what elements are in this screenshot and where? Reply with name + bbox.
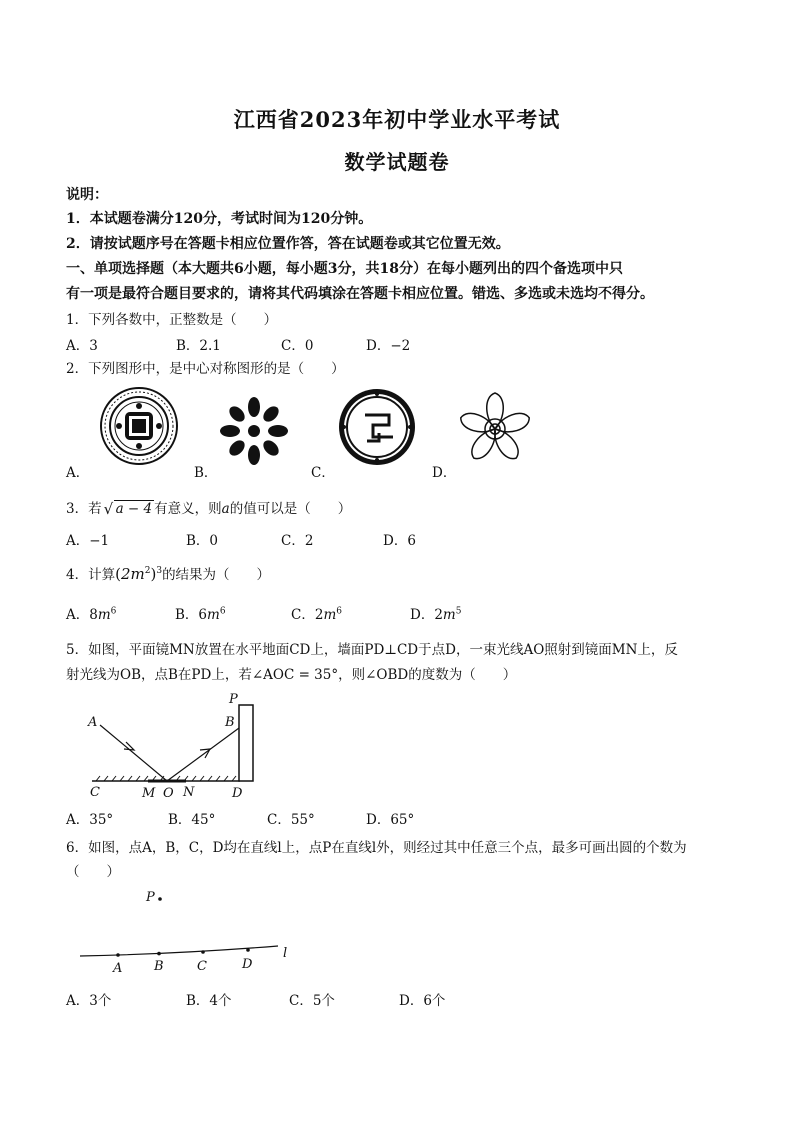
q4-option-b-exp: 6 [219,606,226,617]
q3-option-a: A．−1 [66,533,110,549]
q6-option-b: B．4个 [186,993,232,1009]
q4-stem [66,563,270,583]
q5-label-a: A [88,715,98,730]
section1-line1: 一、单项选择题（本大题共6小题，每小题3分，共18分）在每小题列出的四个备选项中只 [66,261,623,277]
q1-stem: 1．下列各数中，正整数是（ ） [66,312,278,328]
q3-pre: 3．若 [66,501,102,517]
q4-expression: $(2m^2)^3$ [115,565,163,583]
q6-line-figure [78,884,300,980]
q5-option-a: A．35° [66,812,114,828]
note-1: 1．本试题卷满分120分，考试时间为120分钟。 [66,211,373,227]
q3-mid: 有意义，则 [154,501,222,517]
q4-outer-exp: 3 [156,566,163,576]
q4-pre: 4．计算 [66,567,116,583]
q4-option-a-var: m [97,607,111,623]
q2-figure-c-seal [337,387,417,467]
q5-option-b: B．45° [168,812,216,828]
q2-option-c: C． [311,465,335,481]
q4-option-b-coef: 6 [198,607,208,623]
q4-option-c-coef: 2 [314,607,324,623]
q3-post: 的值可以是（ ） [229,501,352,517]
q6-label-d: D [242,957,253,972]
q4-option-d [410,603,461,623]
q4-option-a [66,603,116,623]
q4-option-c-var: m [323,607,337,623]
q3-stem [66,497,351,517]
q3-option-c: C．2 [281,533,314,549]
exam-subtitle: 数学试题卷 [344,150,450,174]
q3-option-b: B．0 [186,533,219,549]
q6-stem-line1: 6．如图，点A，B，C，D均在直线l上，点P在直线l外，则经过其中任意三个点，最多可画出圆的个数为 [66,840,687,856]
q4-option-d-var: m [442,607,456,623]
q6-option-d: D．6个 [399,993,446,1009]
q4-option-c [291,603,342,623]
note-2: 2．请按试题序号在答题卡相应位置作答，答在试题卷或其它位置无效。 [66,236,510,252]
q4-option-a-label: A． [66,607,90,623]
section1-line2: 有一项是最符合题目要求的，请将其代码填涂在答题卡相应位置。错选、多选或未选均不得分。 [66,286,654,302]
q4-option-c-exp: 6 [336,606,342,617]
q5-label-b: B [225,715,235,730]
q5-label-c: C [90,785,100,800]
q3-sqrt-symbol: √ [103,500,114,518]
q6-label-a: A [113,961,123,976]
q1-option-b: B．2.1 [176,338,221,354]
q6-label-b: B [154,959,164,974]
q5-option-d: D．65° [366,812,415,828]
q6-stem-line2: （ ） [66,864,120,880]
q6-label-l: l [283,946,288,961]
q1-option-c: C．0 [281,338,314,354]
q4-base: 2m [120,565,145,583]
q5-label-m: M [142,786,156,800]
q4-option-b [175,603,226,623]
q4-option-a-coef: 8 [89,607,98,623]
q4-option-b-var: m [207,607,220,623]
q2-figure-b-flower [216,393,292,469]
exam-title: 江西省2023年初中学业水平考试 [233,107,561,132]
q6-option-c: C．5个 [289,993,335,1009]
q4-post: 的结果为（ ） [162,567,271,583]
notes-label: 说明： [66,187,108,203]
q5-label-p: P [229,692,238,707]
q1-option-d: D．−2 [366,338,411,354]
q5-stem-line1: 5．如图，平面镜MN放置在水平地面CD上，墙面PD⊥CD于点D，一束光线AO照射到镜面MN上，反 [66,642,678,658]
q5-option-c: C．55° [267,812,315,828]
q1-option-a: A．3 [66,338,98,354]
q4-inner-exp: 2 [144,566,151,576]
q4-option-d-coef: 2 [434,607,443,623]
q4-option-c-label: C． [291,607,315,623]
q3-var: a [221,501,230,517]
q6-option-a: A．3个 [66,993,112,1009]
q5-label-n: N [183,785,195,800]
q2-option-a: A． [66,465,90,481]
q2-figure-a-medallion [99,386,179,466]
q3-radicand: a − 4 [115,501,153,517]
q5-stem-line2: 射光线为OB，点B在PD上，若∠AOC = 35°，则∠OBD的度数为（ ） [66,667,517,683]
q4-option-a-exp: 6 [110,606,117,617]
q4-option-d-label: D． [410,607,435,623]
q2-figure-d-five-petal [455,389,535,469]
q2-stem: 2．下列图形中，是中心对称图形的是（ ） [66,361,345,377]
q2-option-b: B． [194,465,218,481]
q6-label-p: P [146,890,155,905]
q4-option-d-exp: 5 [455,606,462,617]
q6-label-c: C [197,959,207,974]
q5-label-o: O [163,786,174,800]
q4-option-b-label: B． [175,607,199,623]
q3-radical [104,501,155,517]
q2-option-d: D． [432,465,457,481]
q5-label-d: D [232,786,243,800]
q3-option-d: D．6 [383,533,416,549]
q5-mirror-figure [80,688,280,800]
